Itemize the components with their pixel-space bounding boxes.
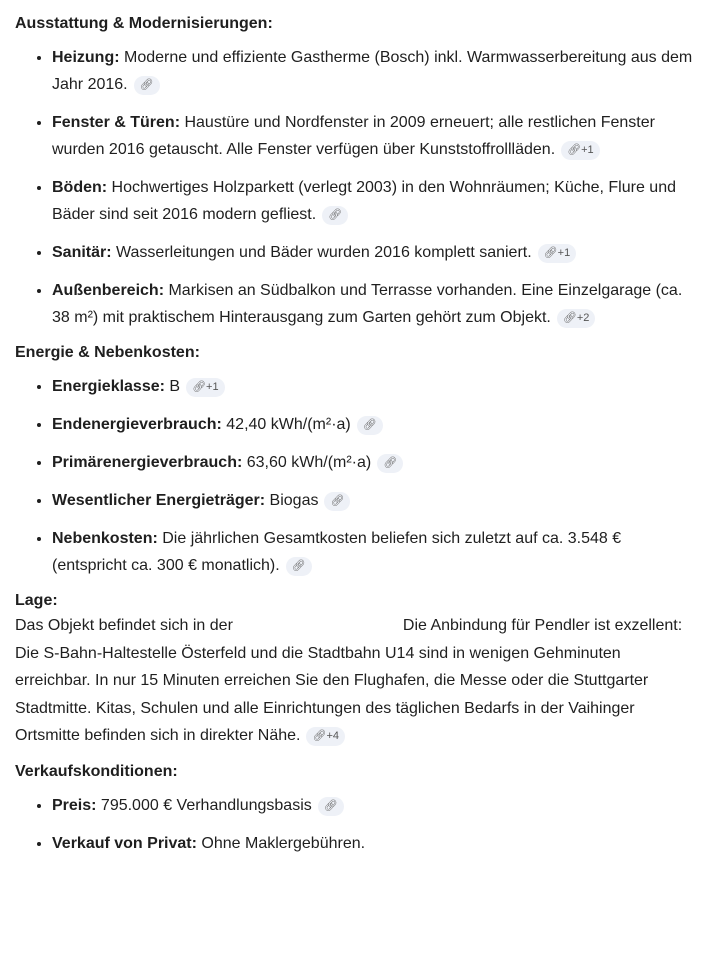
item-text: B bbox=[164, 378, 181, 395]
link-icon: 🔗︎ bbox=[312, 730, 327, 742]
link-icon: 🔗︎ bbox=[362, 419, 377, 431]
section-heading: Lage: bbox=[15, 592, 58, 609]
item-label: Preis: bbox=[52, 796, 97, 814]
list-item bbox=[52, 830, 699, 857]
chip-count: +1 bbox=[557, 247, 571, 259]
section-verkauf bbox=[15, 761, 699, 857]
list-item bbox=[52, 174, 699, 228]
link-icon: 🔗︎ bbox=[192, 381, 207, 393]
list-item bbox=[52, 487, 699, 514]
item-text: 63,60 kWh/(m²·a) bbox=[242, 454, 372, 471]
bullet-list bbox=[15, 44, 699, 331]
bullet-list bbox=[15, 792, 699, 857]
item-text: 795.000 € Verhandlungsbasis bbox=[96, 796, 312, 814]
chip-count: +1 bbox=[581, 144, 594, 156]
item-text: Haustüre und Nordfenster in 2009 erneuert; alle restlichen Fenster wurden 2016 getauscht. Alle Fenster verfügen über Kunststoffrollläden. bbox=[52, 114, 655, 158]
lage-text-before: Das Objekt befindet sich in der bbox=[15, 617, 233, 634]
item-label: Endenergieverbrauch: bbox=[52, 416, 222, 433]
lage-paragraph bbox=[15, 612, 699, 750]
source-chip[interactable] bbox=[286, 557, 312, 576]
item-label: Verkauf von Privat: bbox=[52, 834, 197, 852]
list-item bbox=[52, 109, 699, 163]
source-chip[interactable] bbox=[318, 797, 344, 816]
item-label: Außenbereich: bbox=[52, 282, 165, 299]
item-label: Nebenkosten: bbox=[52, 530, 158, 547]
source-chip[interactable] bbox=[324, 492, 350, 511]
link-icon: 🔗︎ bbox=[139, 79, 154, 91]
section-heading: Energie & Nebenkosten: bbox=[15, 344, 200, 361]
link-icon: 🔗︎ bbox=[562, 312, 577, 324]
source-chip[interactable] bbox=[538, 244, 577, 263]
source-chip[interactable] bbox=[557, 309, 596, 328]
source-chip[interactable] bbox=[306, 727, 345, 746]
item-text: Die jährlichen Gesamtkosten beliefen sich zuletzt auf ca. 3.548 € (entspricht ca. 300 € monatlich). bbox=[52, 530, 622, 574]
source-chip[interactable] bbox=[357, 416, 383, 435]
item-label: Wesentlicher Energieträger: bbox=[52, 492, 266, 509]
list-item bbox=[52, 449, 699, 476]
section-heading: Verkaufskonditionen: bbox=[15, 762, 178, 780]
list-item bbox=[52, 411, 699, 438]
list-item bbox=[52, 277, 699, 331]
item-text: 42,40 kWh/(m²·a) bbox=[221, 416, 351, 433]
item-label: Fenster & Türen: bbox=[52, 114, 181, 131]
section-heading: Ausstattung & Modernisierungen: bbox=[15, 15, 273, 32]
section-ausstattung bbox=[15, 13, 699, 331]
chip-count: +1 bbox=[206, 381, 219, 393]
list-item bbox=[52, 44, 699, 98]
item-text: Moderne und effiziente Gastherme (Bosch) inkl. Warmwasserbereitung aus dem Jahr 2016. bbox=[52, 49, 693, 93]
list-item bbox=[52, 525, 699, 579]
source-chip[interactable] bbox=[561, 141, 600, 160]
item-label: Heizung: bbox=[52, 49, 120, 66]
bullet-list bbox=[15, 373, 699, 579]
source-chip[interactable] bbox=[322, 206, 348, 225]
chip-count: +2 bbox=[576, 312, 590, 324]
item-text: Markisen an Südbalkon und Terrasse vorhanden. Eine Einzelgarage (ca. 38 m²) mit praktischem Hinterausgang zum Garten gehört zum Objekt. bbox=[52, 282, 683, 326]
link-icon: 🔗︎ bbox=[330, 495, 345, 507]
item-text: Hochwertiges Holzparkett (verlegt 2003) in den Wohnräumen; Küche, Flure und Bäder sind seit 2016 modern gefliest. bbox=[52, 179, 676, 223]
link-icon: 🔗︎ bbox=[543, 247, 558, 259]
item-label: Sanitär: bbox=[52, 244, 112, 261]
item-label: Primärenergieverbrauch: bbox=[52, 454, 243, 471]
section-energie bbox=[15, 342, 699, 579]
item-text: Biogas bbox=[265, 492, 319, 509]
source-chip[interactable] bbox=[134, 76, 160, 95]
item-label: Energieklasse: bbox=[52, 378, 165, 395]
section-lage bbox=[15, 590, 699, 750]
list-item bbox=[52, 373, 699, 400]
link-icon: 🔗︎ bbox=[383, 457, 398, 469]
list-item bbox=[52, 792, 699, 819]
lage-text-after: Die Anbindung für Pendler ist exzellent: Die S-Bahn-Haltestelle Österfeld und die Stadtbahn U14 sind in wenigen Gehminuten erreichbar. In nur 15 Minuten erreichen Sie den Flughafen, die Messe oder die Stuttgarter Stadtmitte. Kitas, Schulen und alle Einrichtungen des täglichen Bedarfs in der Vaihinger Ortsmitte befinden sich in direkter Nähe. bbox=[15, 617, 683, 744]
item-text: Wasserleitungen und Bäder wurden 2016 komplett saniert. bbox=[111, 244, 532, 261]
link-icon: 🔗︎ bbox=[291, 560, 306, 572]
item-label: Böden: bbox=[52, 179, 108, 196]
list-item bbox=[52, 239, 699, 266]
link-icon: 🔗︎ bbox=[567, 144, 582, 156]
source-chip[interactable] bbox=[186, 378, 225, 397]
source-chip[interactable] bbox=[377, 454, 403, 473]
link-icon: 🔗︎ bbox=[328, 209, 343, 221]
chip-count: +4 bbox=[326, 730, 339, 742]
item-text: Ohne Maklergebühren. bbox=[196, 834, 366, 852]
link-icon: 🔗︎ bbox=[323, 799, 338, 812]
